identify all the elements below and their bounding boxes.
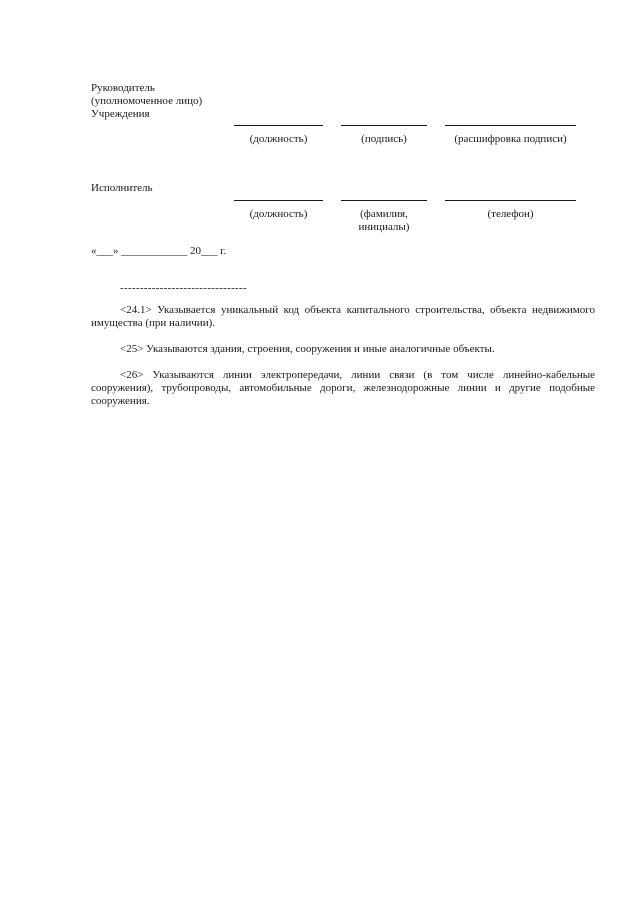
executor-position-line [234, 200, 323, 201]
footnote-25: <25> Указываются здания, строения, сооружения и иные аналогичные объекты. [120, 343, 495, 355]
executor-position-caption: (должность) [249, 208, 308, 220]
head-position-line [234, 125, 323, 126]
footnote-24-1: <24.1> Указывается уникальный код объекта капитального строительства, объекта недвижимого имущества (при наличии). [91, 304, 595, 329]
executor-label: Исполнитель [91, 182, 153, 194]
executor-name-caption-line2: инициалы) [358, 221, 410, 233]
executor-phone-line [445, 200, 576, 201]
executor-name-caption-line1: (фамилия, [360, 208, 408, 220]
footnote-separator: -------------------------------- [120, 282, 247, 294]
head-title-line1: Руководитель [91, 82, 155, 94]
head-signature-caption: (подпись) [361, 133, 407, 145]
date-line: «___» ____________ 20___ г. [91, 245, 227, 257]
head-title-line3: Учреждения [91, 108, 150, 120]
executor-phone-caption: (телефон) [487, 208, 534, 220]
head-title-line2: (уполномоченное лицо) [91, 95, 203, 107]
footnote-26: <26> Указываются линии электропередачи, линии связи (в том числе линейно-кабельные сооружения), трубопроводы, автомобильные дороги, железнодорожные линии и другие подобные сооружения. [91, 369, 595, 407]
head-signature-line [341, 125, 427, 126]
executor-name-line [341, 200, 427, 201]
head-position-caption: (должность) [249, 133, 308, 145]
head-decoding-caption: (расшифровка подписи) [454, 133, 567, 145]
executor-name-caption [341, 208, 427, 234]
head-decoding-line [445, 125, 576, 126]
